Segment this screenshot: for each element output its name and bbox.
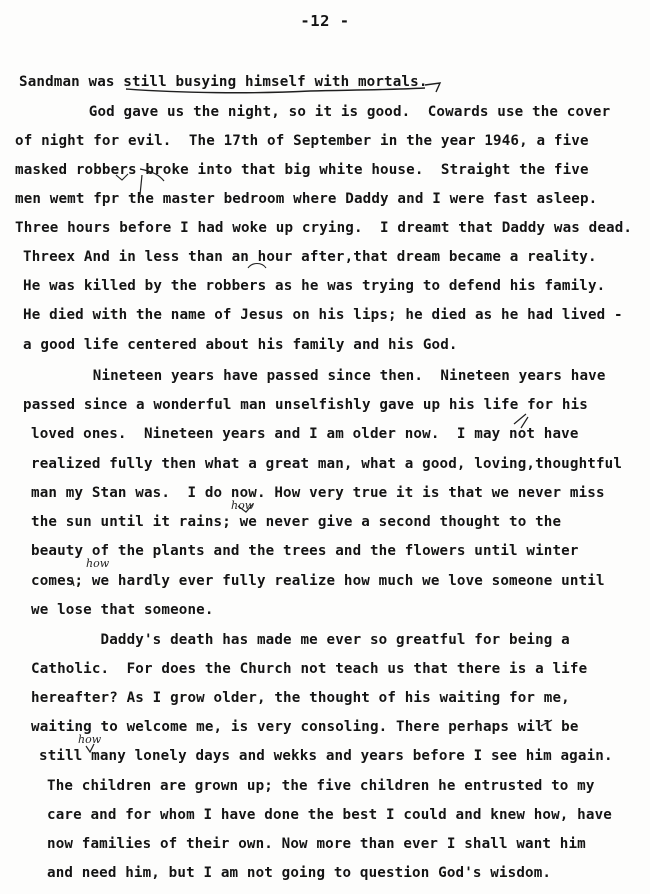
- text-line: The children are grown up; the five children he entrusted to my: [47, 778, 595, 794]
- text-line: hereafter? As I grow older, the thought of his waiting for me,: [31, 690, 570, 706]
- page-number: -12 -: [300, 12, 350, 30]
- text-line: Threex And in less than an hour after,that dream became a reality.: [23, 249, 597, 265]
- text-line: a good life centered about his family and his God.: [23, 337, 458, 353]
- text-line: now families of their own. Now more than ever I shall want him: [47, 836, 586, 852]
- handwritten-note: how: [231, 499, 255, 512]
- handwritten-note: how: [78, 733, 102, 746]
- text-line: He was killed by the robbers as he was trying to defend his family.: [23, 278, 606, 294]
- text-line: the sun until it rains; we never give a second thought to the: [31, 514, 562, 530]
- text-line: Sandman was still busying himself with mortals.: [19, 74, 428, 90]
- text-line: He died with the name of Jesus on his lips; he died as he had lived -: [23, 307, 623, 323]
- text-line: loved ones. Nineteen years and I am older now. I may not have: [31, 426, 579, 442]
- text-line: care and for whom I have done the best I could and knew how, have: [47, 807, 612, 823]
- text-line: Nineteen years have passed since then. Nineteen years have: [58, 368, 606, 384]
- text-line: masked robbers broke into that big white house. Straight the five: [15, 162, 589, 178]
- handwritten-note: how: [86, 557, 110, 570]
- text-line: waiting to welcome me, is very consoling. There perhaps will be: [31, 719, 579, 735]
- text-line: we lose that someone.: [31, 602, 214, 618]
- text-line: of night for evil. The 17th of September in the year 1946, a five: [15, 133, 589, 149]
- text-line: Daddy's death has made me ever so greatful for being a: [31, 632, 570, 648]
- text-line: realized fully then what a great man, what a good, loving,thoughtful: [31, 456, 623, 472]
- text-line: God gave us the night, so it is good. Cowards use the cover: [54, 104, 611, 120]
- text-line: man my Stan was. I do now. How very true it is that we never miss: [31, 485, 605, 501]
- text-line: still many lonely days and wekks and years before I see him again.: [39, 748, 613, 764]
- text-line: and need him, but I am not going to question God's wisdom.: [47, 865, 552, 881]
- text-line: Three hours before I had woke up crying. I dreamt that Daddy was dead.: [15, 220, 633, 236]
- text-line: comes; we hardly ever fully realize how much we love someone until: [31, 573, 605, 589]
- text-line: beauty of the plants and the trees and the flowers until winter: [31, 543, 579, 559]
- text-line: passed since a wonderful man unselfishly gave up his life for his: [23, 397, 588, 413]
- text-line: men wemt fpr the master bedroom where Daddy and I were fast asleep.: [15, 191, 598, 207]
- text-line: Catholic. For does the Church not teach us that there is a life: [31, 661, 588, 677]
